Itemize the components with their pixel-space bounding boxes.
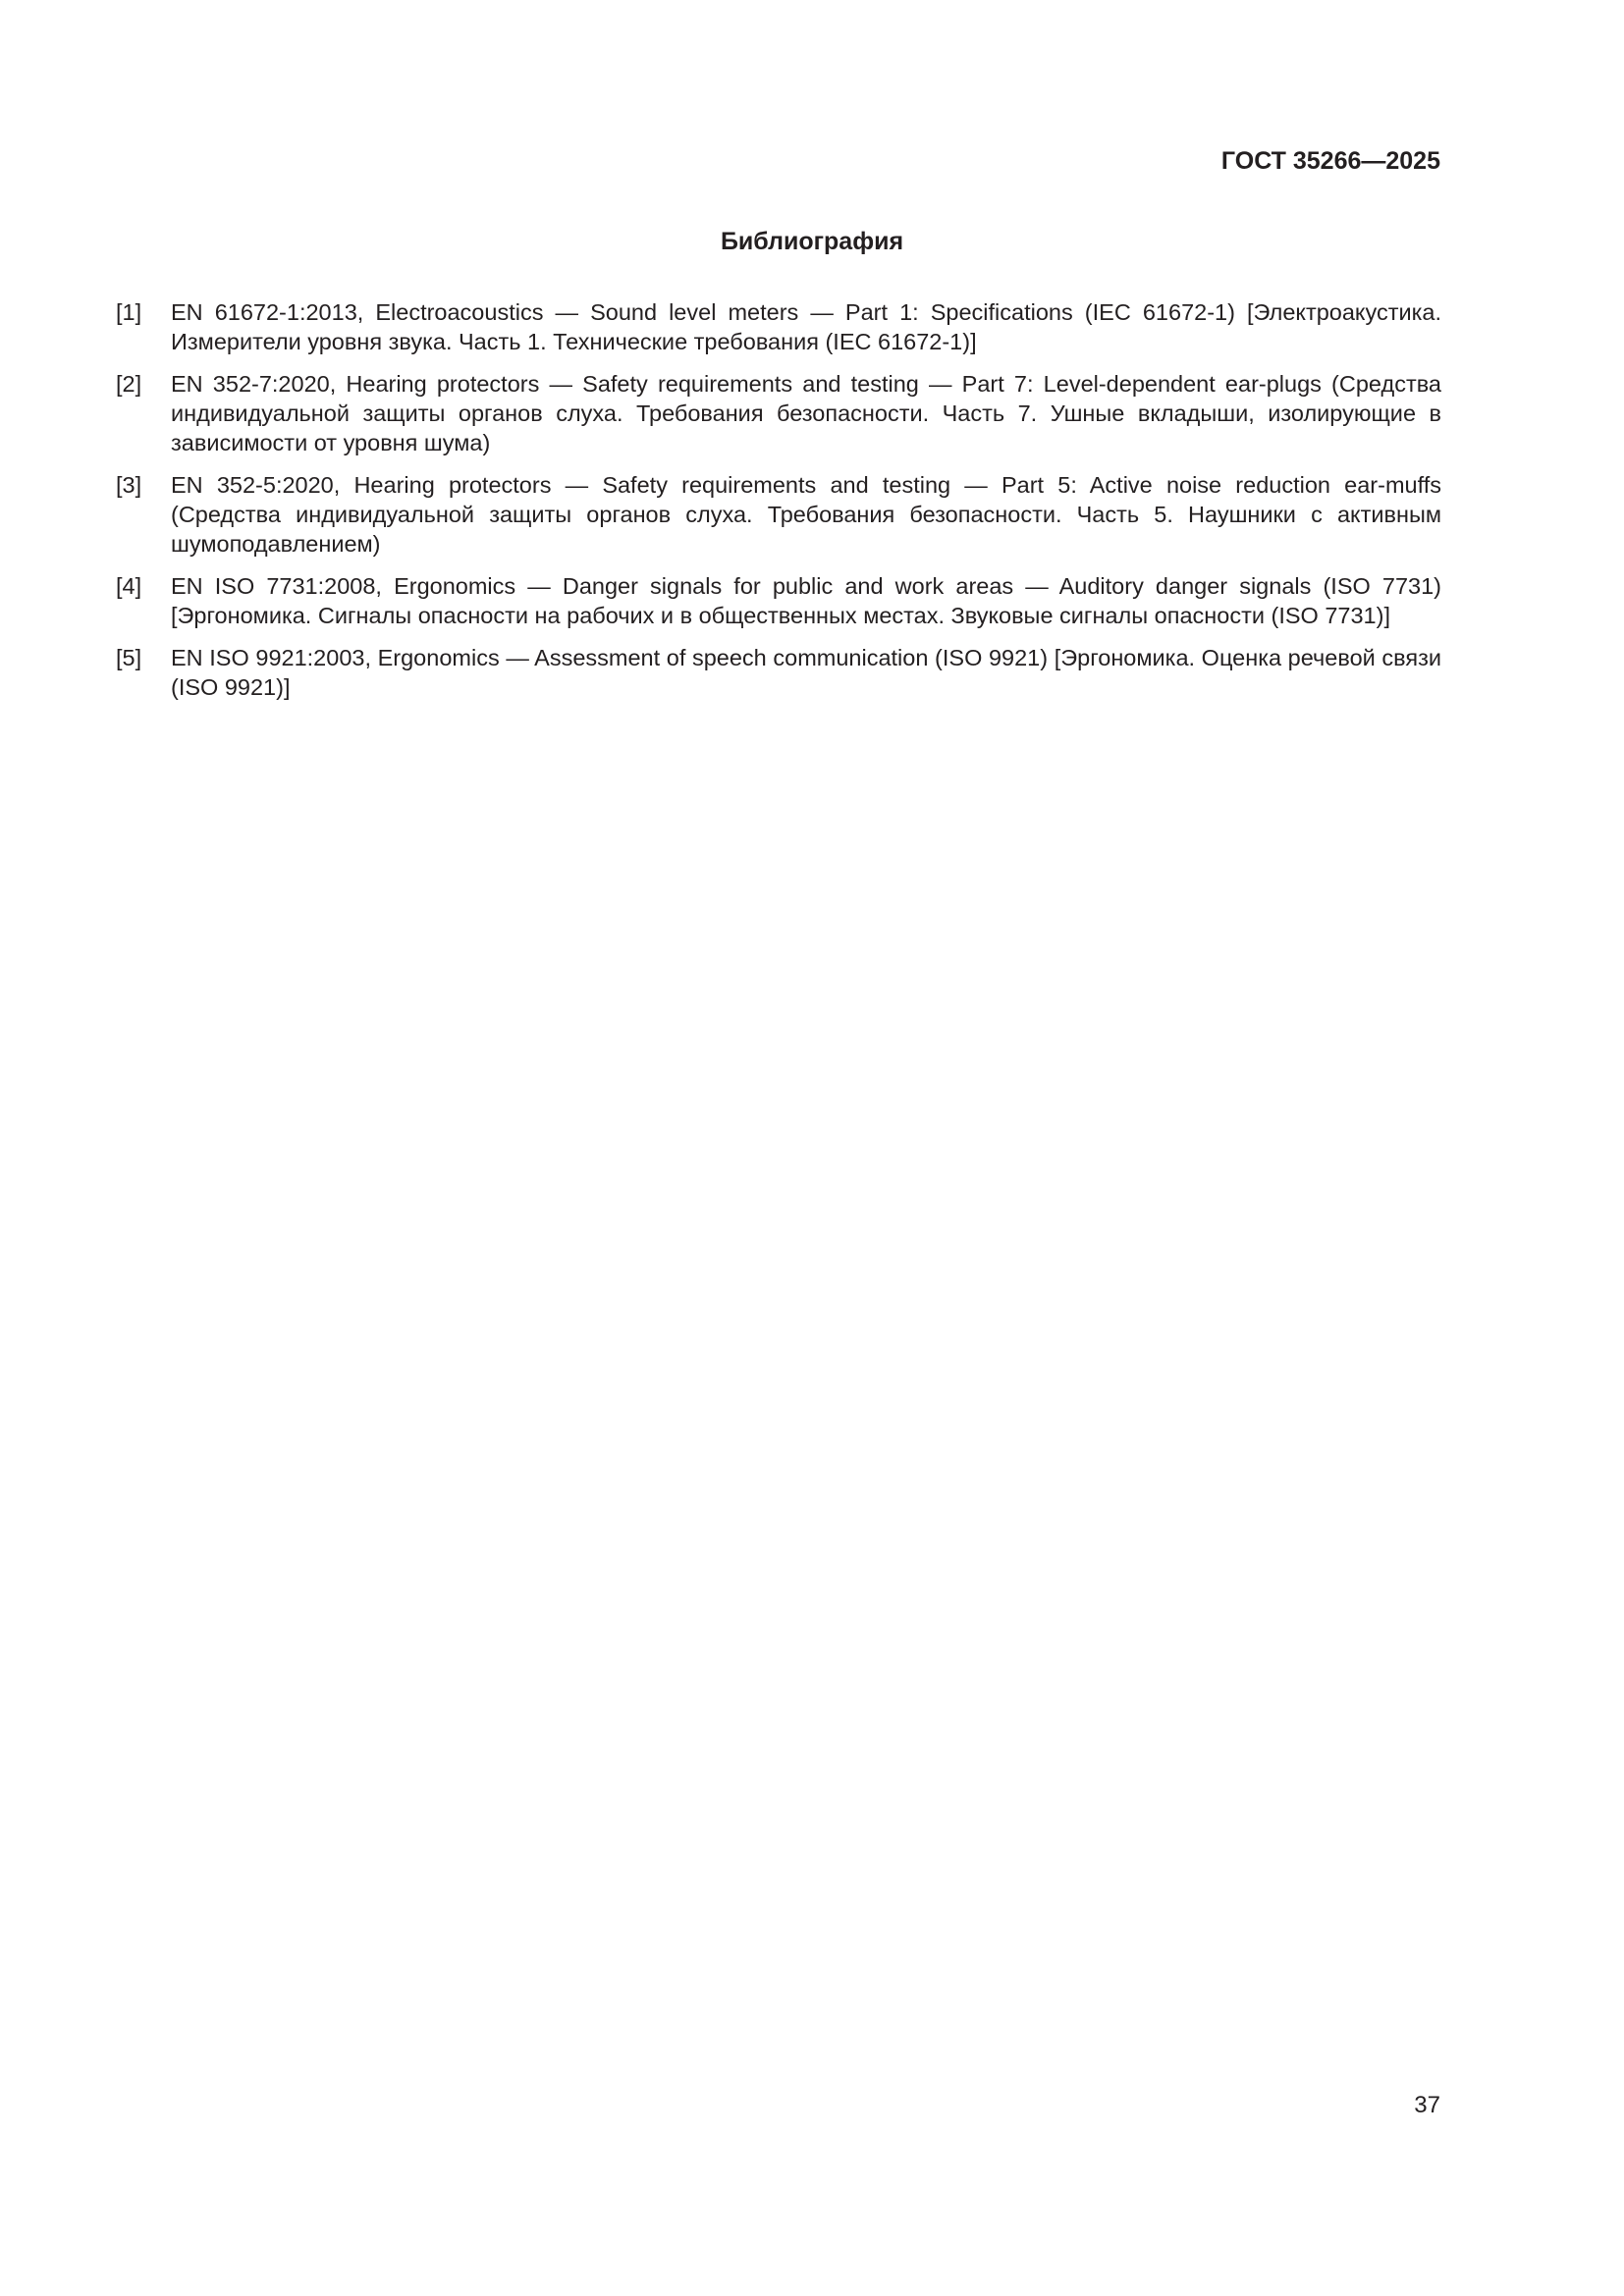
reference-number: [5]: [116, 645, 142, 670]
bibliography-entry: [116, 571, 1441, 630]
reference-number: [3]: [116, 472, 142, 498]
document-code: ГОСТ 35266—2025: [1220, 147, 1440, 175]
reference-text: EN 61672-1:2013, Electroacoustics — Sound level meters — Part 1: Specifications (IEC 61672-1) [Электроакустика. Измерители уровня звука. Часть 1. Технические требования (IEC 61672-1)]: [171, 299, 1441, 354]
bibliography-entry: [116, 470, 1441, 559]
bibliography-entry: [116, 369, 1441, 457]
reference-number: [2]: [116, 371, 142, 397]
reference-text: EN 352-7:2020, Hearing protectors — Safety requirements and testing — Part 7: Level-dependent ear-plugs (Средства индивидуальной защиты органов слуха. Требования безопасности. Часть 7. Ушные вкладыши, изолирующие в зависимости от уровня шума): [171, 371, 1441, 455]
bibliography-entry: [116, 643, 1441, 702]
reference-text: EN ISO 9921:2003, Ergonomics — Assessment of speech communication (ISO 9921) [Эргономика. Оценка речевой связи (ISO 9921)]: [171, 645, 1441, 700]
reference-number: [1]: [116, 299, 142, 325]
page-number: 37: [1414, 2092, 1440, 2118]
section-title: Библиография: [720, 228, 904, 255]
bibliography-list: [116, 297, 1441, 715]
reference-number: [4]: [116, 573, 142, 599]
reference-text: EN 352-5:2020, Hearing protectors — Safety requirements and testing — Part 5: Active noise reduction ear-muffs (Средства индивидуальной защиты органов слуха. Требования безопасности. Часть 5. Наушники с активным шумоподавлением): [171, 472, 1441, 557]
reference-text: EN ISO 7731:2008, Ergonomics — Danger signals for public and work areas — Auditory danger signals (ISO 7731) [Эргономика. Сигналы опасности на рабочих и в общественных местах. Звуковые сигналы опасности (ISO 7731)]: [171, 573, 1441, 628]
bibliography-entry: [116, 297, 1441, 356]
